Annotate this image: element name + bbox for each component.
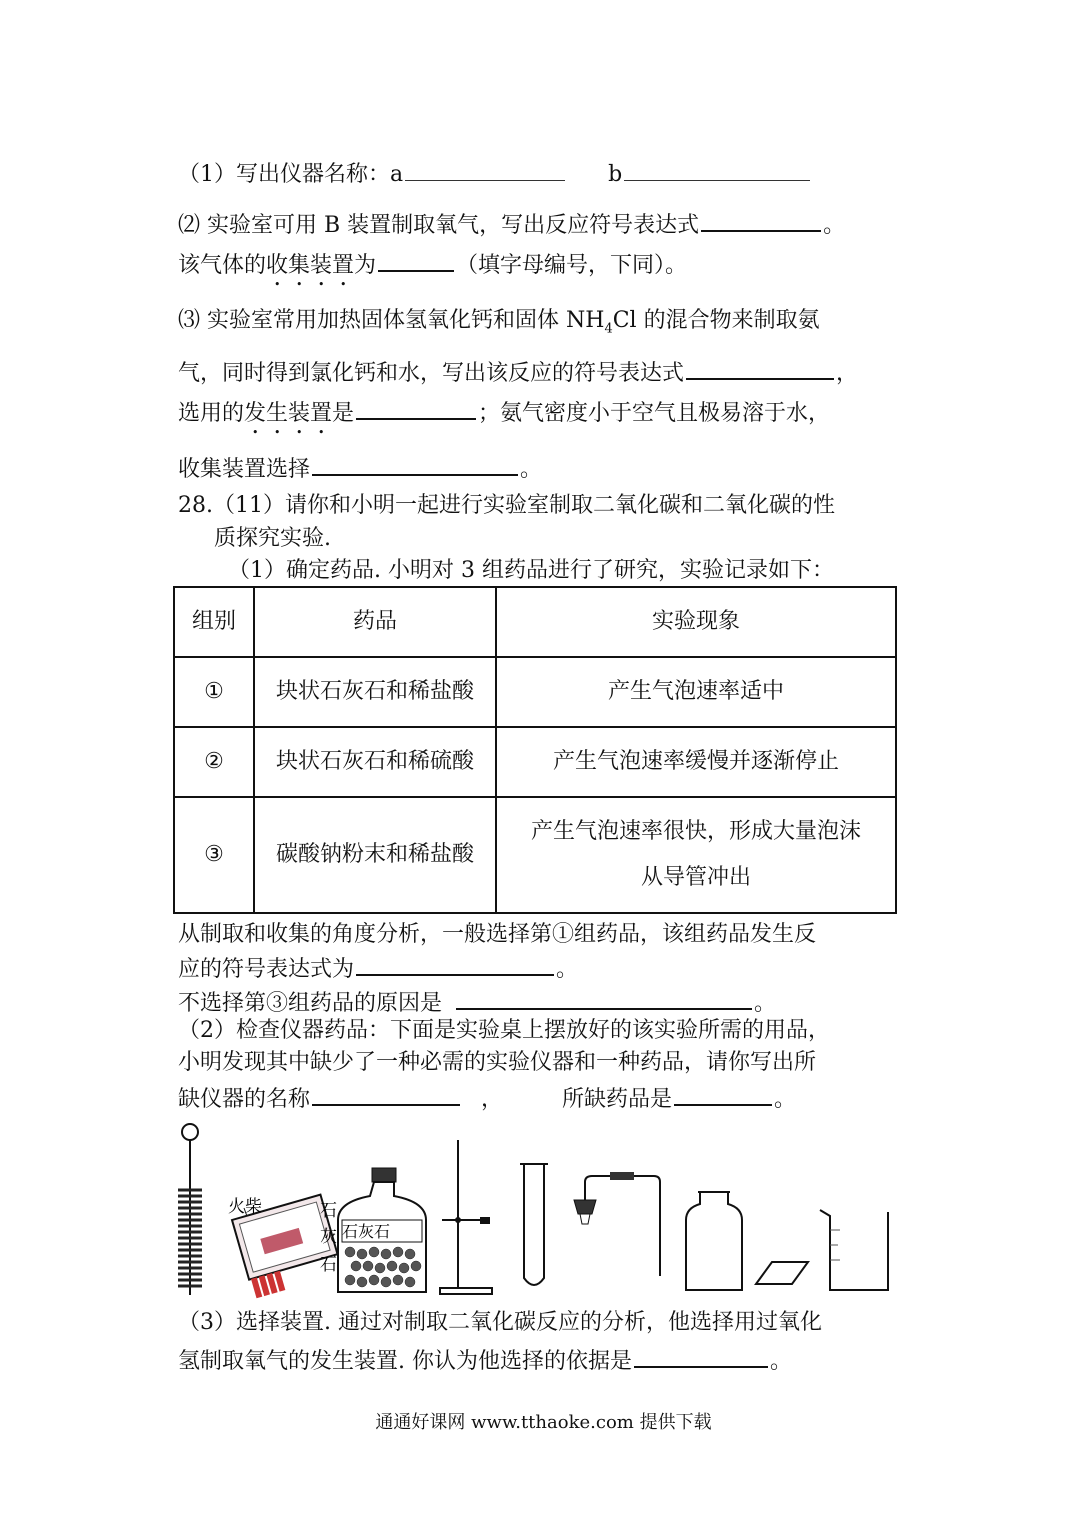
blank-missing-reagent[interactable] [674,1082,772,1106]
header-group: 组别 [174,587,254,657]
q28-sub3-line2: 氢制取氧气的发生装置. 你认为他选择的依据是 。 [178,1344,792,1377]
blank-a[interactable] [405,158,565,181]
q28-after2: 应的符号表达式为 。 [178,952,578,985]
lab-equipment-illustration [170,1120,910,1300]
label-limestone-side-3: 石 [320,1255,337,1275]
q27-part3-line4: 收集装置选择 。 [178,452,542,485]
q27-part3-line3: 选用的发生装置是 ；氨气密度小于空气且极易溶于水， [178,396,830,439]
q28-sub2-line1: （2）检查仪器药品：下面是实验桌上摆放好的该实验所需的用品， [178,1018,830,1043]
iron-stand-icon [440,1140,492,1294]
q28-after3: 不选择第③组药品的原因是 。 [178,986,776,1019]
cell-group: ① [174,657,254,727]
cell-drug: 块状石灰石和稀盐酸 [254,657,496,727]
q28-heading-line2: 质探究实验. [214,526,331,551]
label-limestone-side-2: 灰 [320,1227,337,1247]
blank-ammonia-collect[interactable] [312,452,518,476]
label-matches: 火柴 [228,1197,262,1217]
blank-missing-instrument[interactable] [312,1082,460,1106]
cell-phenomenon: 产生气泡速率缓慢并逐渐停止 [496,727,896,797]
table-row [174,657,896,727]
cell-drug: 块状石灰石和稀硫酸 [254,727,496,797]
header-drug: 药品 [254,587,496,657]
q28-heading-line1: 28.（11）请你和小明一起进行实验室制取二氧化碳和二氧化碳的性 [178,493,835,518]
table-row [174,727,896,797]
test-tube-brush-icon [178,1124,202,1295]
page-footer: 通通好课网 www.tthaoke.com 提供下载 [375,1412,712,1433]
stopper-with-tube-icon [574,1172,660,1276]
blank-co2-equation[interactable] [356,952,554,976]
blank-oxygen-collect[interactable] [378,248,454,272]
blank-ammonia-equation[interactable] [686,356,834,380]
q27-part3-line2: 气，同时得到氯化钙和水，写出该反应的符号表达式 ， [178,356,858,389]
q28-sub3-line1: （3）选择装置. 通过对制取二氧化碳反应的分析，他选择用过氧化 [178,1310,822,1335]
blank-ammonia-generator[interactable] [356,396,476,420]
cell-group: ② [174,727,254,797]
q27-part3-line1: ⑶ 实验室常用加热固体氢氧化钙和固体 $NH_4Cl$ 的混合物来制取氨 [178,308,820,337]
header-phenomenon: 实验现象 [496,587,896,657]
cell-drug: 碳酸钠粉末和稀盐酸 [254,797,496,913]
blank-selection-basis[interactable] [634,1344,768,1368]
table-row [174,797,896,913]
q28-sub1: （1）确定药品. 小明对 3 组药品进行了研究，实验记录如下： [228,558,834,583]
test-tube-icon [520,1164,548,1285]
blank-b[interactable] [624,158,810,181]
table-header-row [174,587,896,657]
gas-collecting-bottle-icon [686,1192,742,1290]
cell-group: ③ [174,797,254,913]
q28-after1: 从制取和收集的角度分析，一般选择第①组药品，该组药品发生反 [178,922,817,947]
q28-sub2-line2: 小明发现其中缺少了一种必需的实验仪器和一种药品，请你写出所 [178,1050,817,1075]
label-limestone-bottle: 石灰石 [342,1222,391,1241]
label-limestone-side-1: 石 [320,1201,337,1221]
beaker-icon [820,1210,888,1290]
glass-plate-icon [756,1262,808,1284]
blank-oxygen-equation[interactable] [701,208,821,232]
experiment-table [173,586,897,914]
cell-phenomenon: 产生气泡速率很快，形成大量泡沫 从导管冲出 [496,797,896,913]
q27-part2-line2: 该气体的收集装置为 （填字母编号，下同）。 [178,248,687,291]
blank-reason-3[interactable] [456,986,752,1010]
q28-sub2-line3: 缺仪器的名称 ， 所缺药品是 。 [178,1082,796,1115]
cell-phenomenon: 产生气泡速率适中 [496,657,896,727]
q27-part2-line1: ⑵ 实验室可用 B 装置制取氧气，写出反应符号表达式 。 [178,208,845,241]
q27-part1: （1）写出仪器名称：a b [178,158,812,190]
